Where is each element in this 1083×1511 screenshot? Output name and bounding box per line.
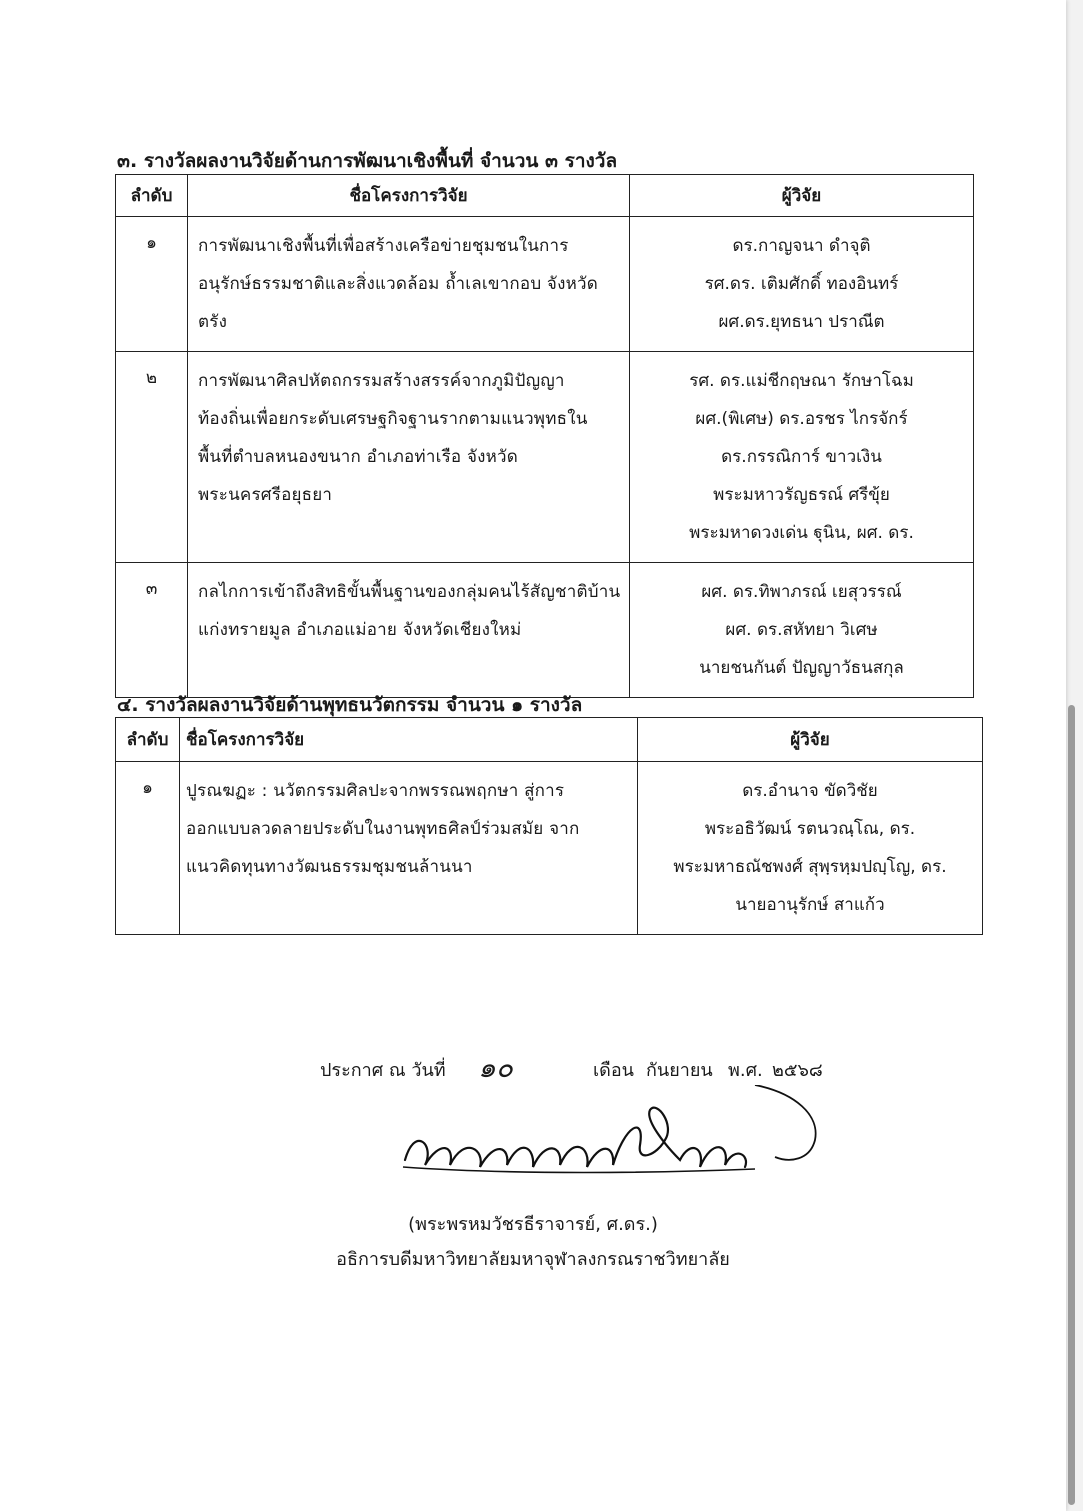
researcher-name: พระอธิวัฒน์ รตนวณฺโณ, ดร. bbox=[704, 819, 916, 839]
researcher-name: รศ.ดร. เติมศักดิ์ ทองอินทร์ bbox=[704, 274, 899, 294]
year-label: พ.ศ. bbox=[728, 1060, 763, 1081]
researcher-name: ดร.อำนาจ ขัดวิชัย bbox=[742, 781, 878, 801]
researchers-cell bbox=[638, 762, 983, 935]
table-row bbox=[116, 352, 974, 563]
researcher-name: พระมหาวรัญธรณ์ ศรีขุ้ย bbox=[713, 485, 890, 505]
project-line: แก่งทรายมูล อำเภอแม่อาย จังหวัดเชียงใหม่ bbox=[198, 620, 522, 640]
row-number: ๒ bbox=[116, 352, 188, 563]
project-line: ออกแบบลวดลายประดับในงานพุทธศิลป์ร่วมสมัย จาก bbox=[186, 819, 580, 839]
project-line: ตรัง bbox=[198, 312, 228, 332]
table-row bbox=[116, 217, 974, 352]
row-number: ๑ bbox=[116, 762, 180, 935]
col-header-no: ลำดับ bbox=[116, 175, 188, 217]
project-line: ปูรณฆฏะ : นวัตกรรมศิลปะจากพรรณพฤกษา สู่การ bbox=[186, 781, 565, 801]
signer-name: (พระพรหมวัชรธีราจารย์, ศ.ดร.) bbox=[408, 1214, 658, 1235]
signer-title: อธิการบดีมหาวิทยาลัยมหาจุฬาลงกรณราชวิทยาลัย bbox=[336, 1249, 730, 1270]
researchers-cell bbox=[630, 352, 974, 563]
section-4-table bbox=[115, 717, 983, 935]
researcher-name: พระมหาดวงเด่น ฐุนิน, ผศ. ดร. bbox=[689, 523, 914, 543]
announce-day: ๑๐ bbox=[478, 1051, 513, 1084]
researcher-name: ผศ. ดร.ทิพาภรณ์ เยสุวรรณ์ bbox=[701, 582, 902, 602]
project-cell bbox=[180, 762, 638, 935]
row-number: ๑ bbox=[116, 217, 188, 352]
researcher-name: ผศ.(พิเศษ) ดร.อรชร ไกรจักร์ bbox=[695, 409, 908, 429]
researcher-name: พระมหาธณัชพงศ์ สุพฺรหฺมปญฺโญ, ดร. bbox=[673, 857, 947, 877]
col-header-project: ชื่อโครงการวิจัย bbox=[188, 175, 630, 217]
col-header-no: ลำดับ bbox=[116, 718, 180, 762]
section-3-table bbox=[115, 174, 974, 698]
vertical-scrollbar[interactable] bbox=[1068, 705, 1075, 1505]
month-label: เดือน bbox=[593, 1060, 634, 1081]
project-line: พระนครศรีอยุธยา bbox=[198, 485, 333, 505]
project-line: กลไกการเข้าถึงสิทธิขั้นพื้นฐานของกลุ่มคนไร้สัญชาติบ้าน bbox=[198, 582, 621, 602]
researcher-name: รศ. ดร.แม่ชีกฤษณา รักษาโฉม bbox=[689, 371, 914, 391]
section-4-heading: ๔. รางวัลผลงานวิจัยด้านพุทธนวัตกรรม จำนวน ๑ รางวัล bbox=[117, 694, 583, 716]
project-cell bbox=[188, 217, 630, 352]
table-row bbox=[116, 762, 983, 935]
col-header-researchers: ผู้วิจัย bbox=[638, 718, 983, 762]
col-header-project: ชื่อโครงการวิจัย bbox=[180, 718, 638, 762]
researcher-name: ผศ. ดร.สหัทยา วิเศษ bbox=[725, 620, 878, 640]
researchers-cell bbox=[630, 563, 974, 698]
announce-label: ประกาศ ณ วันที่ bbox=[320, 1060, 446, 1081]
year-value: ๒๕๖๘ bbox=[772, 1060, 823, 1081]
table-row bbox=[116, 563, 974, 698]
col-header-researchers: ผู้วิจัย bbox=[630, 175, 974, 217]
month-value: กันยายน bbox=[646, 1060, 713, 1081]
project-line: แนวคิดทุนทางวัฒนธรรมชุมชนล้านนา bbox=[186, 857, 473, 877]
project-line: การพัฒนาเชิงพื้นที่เพื่อสร้างเครือข่ายชุมชนในการ bbox=[198, 236, 569, 256]
project-cell bbox=[188, 563, 630, 698]
signature-image bbox=[395, 1085, 835, 1195]
section-3-heading: ๓. รางวัลผลงานวิจัยด้านการพัฒนาเชิงพื้นที่ จำนวน ๓ รางวัล bbox=[117, 150, 618, 172]
project-cell bbox=[188, 352, 630, 563]
project-line: การพัฒนาศิลปหัตถกรรมสร้างสรรค์จากภูมิปัญญา bbox=[198, 371, 565, 391]
row-number: ๓ bbox=[116, 563, 188, 698]
project-line: ท้องถิ่นเพื่อยกระดับเศรษฐกิจฐานรากตามแนวพุทธใน bbox=[198, 409, 588, 429]
researcher-name: ดร.กรรณิการ์ ขาวเงิน bbox=[721, 447, 882, 467]
project-line: อนุรักษ์ธรรมชาติและสิ่งแวดล้อม ถ้ำเลเขากอบ จังหวัด bbox=[198, 274, 598, 294]
researchers-cell bbox=[630, 217, 974, 352]
researcher-name: ดร.กาญจนา ดำจุติ bbox=[732, 236, 871, 256]
researcher-name: นายอานุรักษ์ สาแก้ว bbox=[735, 895, 885, 915]
project-line: พื้นที่ตำบลหนองขนาก อำเภอท่าเรือ จังหวัด bbox=[198, 447, 518, 467]
researcher-name: นายชนกันต์ ปัญญาวัธนสกุล bbox=[699, 658, 904, 678]
researcher-name: ผศ.ดร.ยุทธนา ปราณีต bbox=[718, 312, 885, 332]
